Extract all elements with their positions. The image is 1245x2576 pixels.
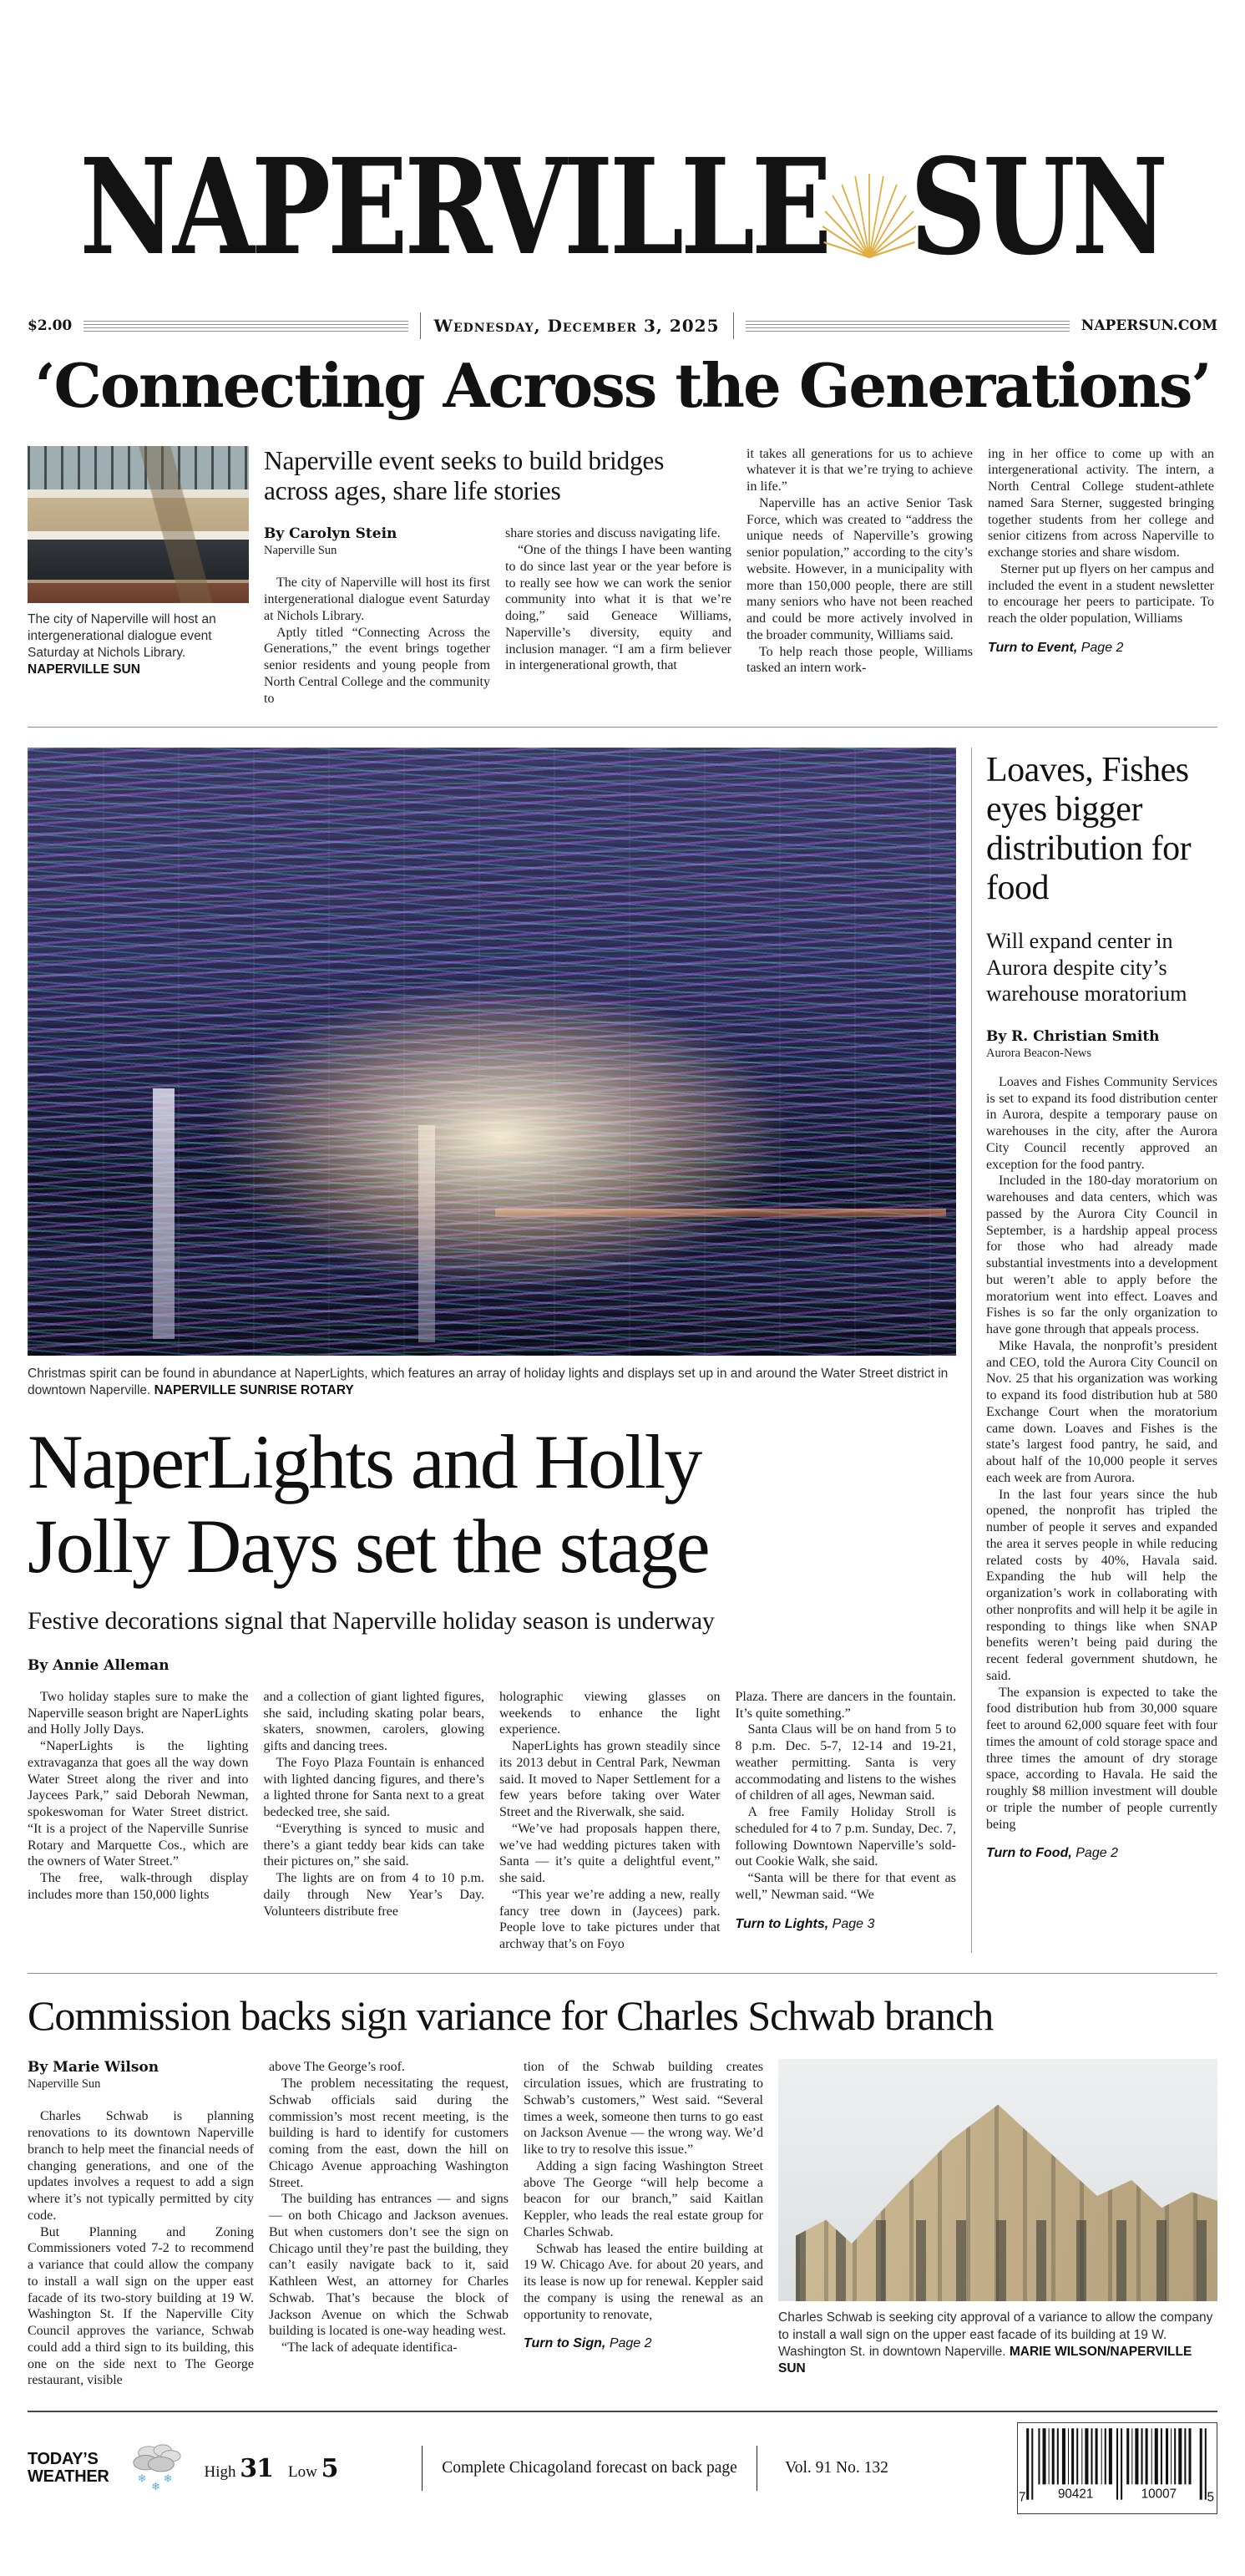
paragraph: “One of the things I have been wanting to do since last year or the year before is to really see how we can work the senior community into what it is that we’re doing,” said Geneace Williams, Naperville’s diversity, equity and inclusion manager. “I am a firm believer in intergenerational growth, that xyxy=(505,543,731,673)
paragraph: and a collection of giant lighted figures, she said, including skating polar bears, skaters, snowmen, carolers, glowing gifts and dancing trees. xyxy=(263,1689,484,1754)
paragraph: Sterner put up flyers on her campus and included the event in a student newsletter to encourage her peers to participate. To reach the older population, Williams xyxy=(988,561,1214,626)
paragraph: The problem necessitating the request, Schwab officials said during the commission’s most recent meeting, is the building is hard to identify for customers coming from the east, down the hill on Chicago Avenue approaching Washington Street. xyxy=(269,2077,509,2190)
jump-line xyxy=(988,641,1214,656)
weather-block xyxy=(28,2442,422,2495)
byline xyxy=(986,1028,1217,1061)
jump-page: Page 2 xyxy=(609,2336,652,2351)
story-headline: Commission backs sign variance for Charles Schwab branch xyxy=(28,1991,994,2039)
snow-clouds-icon xyxy=(124,2442,190,2495)
food-story-rail xyxy=(971,748,1217,1953)
photo-credit: NAPERVILLE SUN xyxy=(28,662,140,677)
byline-org: Aurora Beacon-News xyxy=(986,1046,1092,1060)
byline-name: By Annie Alleman xyxy=(28,1656,170,1674)
byline-name: By Marie Wilson xyxy=(28,2059,159,2077)
story-subhead: Festive decorations signal that Naperville holiday season is underway xyxy=(28,1606,715,1635)
paragraph: holographic viewing glasses on weekends to enhance the light experience. xyxy=(499,1689,721,1737)
paragraph: NaperLights has grown steadily since its 2013 debut in Central Park, Newman said. It moved to Naper Settlement for a few years before taking over Water Street and the Riverwalk, she said. xyxy=(499,1739,721,1820)
paragraph: The lights are on from 4 to 10 p.m. daily through New Year’s Day. Volunteers distribute free xyxy=(263,1871,484,1919)
paragraph: To help reach those people, Williams tasked an intern work- xyxy=(746,644,973,676)
body-column xyxy=(524,2059,763,2389)
masthead-title-right: SUN xyxy=(910,129,1166,285)
paragraph: A free Family Holiday Stroll is scheduled for 4 to 7 p.m. Sunday, Dec. 7, following Downtown Naperville’s sold-out Cookie Walk, she said. xyxy=(735,1805,956,1869)
body-text xyxy=(988,446,1214,627)
paragraph: Schwab has leased the entire building at 19 W. Chicago Ave. for about 20 years, and its lease is now up for renewal. Keppler said the company is using the renewal as an opportunity to renovate, xyxy=(524,2241,763,2322)
photo-credit: MARIE WILSON/NAPERVILLE SUN xyxy=(778,2344,1192,2376)
story-headline: Naperville event seeks to build bridges across ages, share life stories xyxy=(264,445,665,506)
story-headline xyxy=(28,1420,956,1589)
barcode-digit: 90421 xyxy=(1057,2487,1094,2502)
paragraph: Charles Schwab is planning renovations to its downtown Naperville branch to help meet the financial needs of changing generations, and one of the updates involves a request to add a sign where it’s not typically permitted by city code. xyxy=(28,2109,254,2223)
paragraph: The building has entrances — and signs — on both Chicago and Jackson avenues. But when customers don’t see the sign on Chicago until they’re past the building, they can’t easily navigate back to it, said Kathleen West, an attorney for Charles Schwab. That’s because the block of Jackson Avenue on which the Schwab building is located is one-way heading west. xyxy=(269,2192,509,2339)
high-label: High xyxy=(204,2462,236,2481)
body-column xyxy=(736,1689,957,1953)
barcode xyxy=(1017,2422,1217,2514)
issue-date: Wednesday, December 3, 2025 xyxy=(420,312,734,339)
paragraph: Adding a sign facing Washington Street above The George “will help become a beacon for our branch,” said Kaitlan Keppler, who leads the real estate group for Charles Schwab. xyxy=(524,2158,763,2239)
nichols-library-photo xyxy=(28,446,249,603)
body-text xyxy=(264,575,490,707)
photo-caption xyxy=(778,2310,1217,2377)
lights-story xyxy=(28,748,956,1953)
byline-name: By Carolyn Stein xyxy=(264,525,397,543)
paragraph: The free, walk-through display includes more than 150,000 lights xyxy=(28,1871,249,1902)
building-shape xyxy=(796,2105,1217,2302)
body-column xyxy=(746,446,973,707)
site-url: NAPERSUN.COM xyxy=(1081,317,1218,334)
headline-line: Jolly Days set the stage xyxy=(28,1503,709,1589)
body-column xyxy=(505,525,731,707)
photo-credit: NAPERVILLE SUNRISE ROTARY xyxy=(154,1383,354,1398)
paragraph: “We’ve had proposals happen there, we’ve had wedding pictures taken with Santa — it’s quite a delightful event,” she said. xyxy=(499,1821,721,1886)
jump-label: Turn to Sign, xyxy=(524,2336,606,2351)
schwab-photo-block xyxy=(778,2059,1217,2389)
barcode-digit: 7 xyxy=(1019,2490,1026,2505)
paragraph: Naperville has an active Senior Task Force, which was created to “address the unique needs of Naperville’s growing senior population,” according to the city’s website. However, in a municipality with more than 150,000 people, there are still many seniors who have not been reached and could be more actively involved in the broader community, Williams said. xyxy=(746,495,973,642)
caption-text: The city of Naperville will host an intergenerational dialogue event Saturday at Nichols Library. xyxy=(28,611,216,660)
low-value: 5 xyxy=(321,2453,338,2483)
body-column xyxy=(988,446,1214,707)
body-column xyxy=(28,1689,249,1953)
volume-number: Vol. 91 No. 132 xyxy=(785,2459,888,2477)
byline xyxy=(28,1657,956,1674)
weather-label xyxy=(28,2451,109,2486)
top-story-photo-block xyxy=(28,446,249,707)
masthead-title-left: NAPERVILLE xyxy=(79,129,829,285)
lead-headline: ‘Connecting Across the Generations’ xyxy=(34,350,1211,421)
dateline-rule-right xyxy=(746,321,1070,332)
svg-text:❄: ❄ xyxy=(163,2472,172,2485)
schwab-building-photo xyxy=(778,2059,1217,2301)
paragraph: “This year we’re adding a new, really fancy tree down in (Jaycees) park. People love to take pictures under that archway that’s on Foyo xyxy=(499,1887,721,1952)
photo-caption xyxy=(28,611,249,679)
paragraph: “Santa will be there for that event as well,” Newman said. “We xyxy=(735,1871,956,1902)
section-rule xyxy=(28,1973,1217,1974)
story-subhead: Will expand center in Aurora despite city’s warehouse moratorium xyxy=(986,929,1187,1006)
paragraph: Santa Claus will be on hand from 5 to 8 p.m. Dec. 5-7, 12-14 and 19-21, weather permitting. Santa is very accommodating and listens to the wishes of children of all ages, Newman said. xyxy=(735,1722,956,1803)
paragraph: Two holiday staples sure to make the Naperville season bright are NaperLights and Holly Jolly Days. xyxy=(28,1689,249,1737)
paragraph: Aptly titled “Connecting Across the Generations,” the event brings together senior residents and young people from North Central College and the community to xyxy=(264,625,490,706)
paragraph: it takes all generations for us to achieve whatever it is that we’re trying to achieve in life.” xyxy=(746,446,973,494)
svg-text:❄: ❄ xyxy=(137,2472,146,2485)
dateline-rule-left xyxy=(84,321,407,332)
body-text xyxy=(28,2108,254,2389)
byline-org: Naperville Sun xyxy=(264,544,337,558)
caption-text: Charles Schwab is seeking city approval of a variance to allow the company to install a wall sign on the upper east facade of its building at 19 W. Washington St. in downtown Naperville. xyxy=(778,2310,1213,2359)
body-text xyxy=(524,2059,763,2323)
body-column xyxy=(264,1689,485,1953)
paragraph: “NaperLights is the lighting extravaganza that goes all the way down Water Street along the river and into Jaycees Park,” said Deborah Newman, spokeswoman for Water Street district. “It is a project of the Naperville Sunrise Rotary and Marquette Cos., which are the owners of Water Street.” xyxy=(28,1739,249,1869)
jump-line xyxy=(524,2336,763,2351)
body-column xyxy=(269,2059,509,2389)
paragraph: “The lack of adequate identifica- xyxy=(281,2340,458,2355)
body-column xyxy=(264,525,490,707)
jump-line xyxy=(986,1846,1217,1861)
sun-rays-icon xyxy=(819,152,919,261)
paragraph: “Everything is synced to music and there’s a giant teddy bear kids can take their pictures on,” she said. xyxy=(263,1821,484,1869)
story-headline: Loaves, Fishes eyes bigger distribution for food xyxy=(986,751,1192,908)
jump-line xyxy=(736,1917,957,1932)
high-temp xyxy=(205,2454,274,2483)
weather-label-line: TODAY’S xyxy=(28,2450,99,2469)
caption-text: Christmas spirit can be found in abundance at NaperLights, which features an array of holiday lights and displays set up in and around the Water Street district in downtown Naperville. xyxy=(28,1367,949,1398)
paragraph: Mike Havala, the nonprofit’s president and CEO, told the Aurora City Council on Nov. 25 that his organization was working to expand its food distribution hub at 580 Exchange Court when the moratorium came down. Loaves and Fishes is the state’s largest food pantry, he said, and about half of the 10,000 people it serves each week are from Aurora. xyxy=(986,1338,1217,1485)
paragraph: Included in the 180-day moratorium on warehouses and data centers, which was passed by the Aurora City Council in September, is a hardship appeal process for those who had already made substantial investments into a development but weren’t able to apply before the moratorium went into effect. Loaves and Fishes is so far the only organization to have gone through that appeals process. xyxy=(986,1174,1217,1337)
body-column xyxy=(986,1074,1217,1833)
low-label: Low xyxy=(288,2462,317,2481)
paragraph: But Planning and Zoning Commissioners voted 7-2 to recommend a variance that could allow the company to install a wall sign on the upper east facade of its two-story building at 19 W. Washington St. If the Naperville City Council approves the variance, Schwab could add a third sign to its building, this one on the side next to The George restaurant, visible xyxy=(28,2224,254,2388)
jump-page: Page 2 xyxy=(1081,640,1124,655)
top-story-main xyxy=(264,446,731,707)
schwab-story xyxy=(28,1991,1217,2389)
paragraph: Loaves and Fishes Community Services is set to expand its food distribution center in Aurora, despite a temporary pause on warehouses in the city, after the Aurora City Council recently approved an exception for the food pantry. xyxy=(986,1074,1217,1172)
paragraph: The expansion is expected to take the food distribution hub from 30,000 square feet to around 62,000 square feet with four times the amount of cold storage space and three times the amount of dry storage space, according to Havala. He said the roughly $8 million investment will double or triple the number of people currently being xyxy=(986,1685,1217,1832)
barcode-digit: 5 xyxy=(1207,2490,1214,2505)
body-column xyxy=(499,1689,721,1953)
paragraph: above The George’s roof. xyxy=(269,2060,405,2075)
paragraph: The city of Naperville will host its first intergenerational dialogue event Saturday at Nichols Library. xyxy=(264,576,490,623)
price: $2.00 xyxy=(28,317,73,334)
paragraph: share stories and discuss navigating life. xyxy=(505,526,721,541)
low-temp xyxy=(288,2454,337,2483)
byline-name: By R. Christian Smith xyxy=(986,1027,1160,1045)
jump-page: Page 3 xyxy=(832,1916,875,1931)
byline-org: Naperville Sun xyxy=(28,2077,101,2092)
middle-section xyxy=(28,748,1217,1953)
dateline xyxy=(28,312,1217,339)
photo-caption xyxy=(28,1366,956,1399)
paragraph: ing in her office to come up with an intergenerational activity. The intern, a North Central College student-athlete named Sara Sterner, suggested bringing together students from her college and senior citizens from across Naperville to exchange stories and share wisdom. xyxy=(988,446,1214,560)
masthead-title xyxy=(79,129,1166,285)
paragraph: tion of the Schwab building creates circulation issues, which are frustrating to Schwab’s customers,” West said. “Several times a week, someone then turns to go east on Jackson Avenue — the wrong way. We’d like to try to resolve this issue.” xyxy=(524,2060,763,2158)
byline xyxy=(28,2059,254,2092)
section-rule xyxy=(28,727,1217,728)
paragraph: The Foyo Plaza Fountain is enhanced with lighted dancing figures, and there’s a lighted throne for Santa next to a great bedecked tree, she said. xyxy=(263,1755,484,1820)
jump-page: Page 2 xyxy=(1075,1846,1118,1861)
top-story xyxy=(28,446,1217,707)
jump-label: Turn to Event, xyxy=(988,640,1078,655)
naperlights-photo xyxy=(28,748,956,1356)
paragraph: Plaza. There are dancers in the fountain. It’s quite something.” xyxy=(735,1689,956,1721)
body-text xyxy=(736,1689,957,1904)
footer-bar xyxy=(28,2411,1217,2514)
jump-label: Turn to Food, xyxy=(986,1846,1072,1861)
jump-label: Turn to Lights, xyxy=(735,1916,829,1931)
headline-line: NaperLights and Holly xyxy=(28,1418,701,1504)
high-value: 31 xyxy=(240,2453,274,2483)
masthead xyxy=(28,0,1217,285)
barcode-digit: 10007 xyxy=(1141,2487,1177,2502)
paragraph: In the last four years since the hub opened, the nonprofit has tripled the number of people it serves and expanded the area it serves people in while reducing related costs by 40%, Havala said. Expanding the hub will help the organization’s work in collaborating with other nonprofits and will help it be agile in responding to things like when SNAP benefits weren’t being paid during the recent federal government shutdown, he said. xyxy=(986,1487,1217,1683)
forecast-note: Complete Chicagoland forecast on back page xyxy=(442,2459,737,2477)
weather-label-line: WEATHER xyxy=(28,2467,109,2487)
byline xyxy=(264,525,490,558)
svg-text:❄: ❄ xyxy=(150,2480,160,2493)
body-column xyxy=(28,2059,254,2389)
